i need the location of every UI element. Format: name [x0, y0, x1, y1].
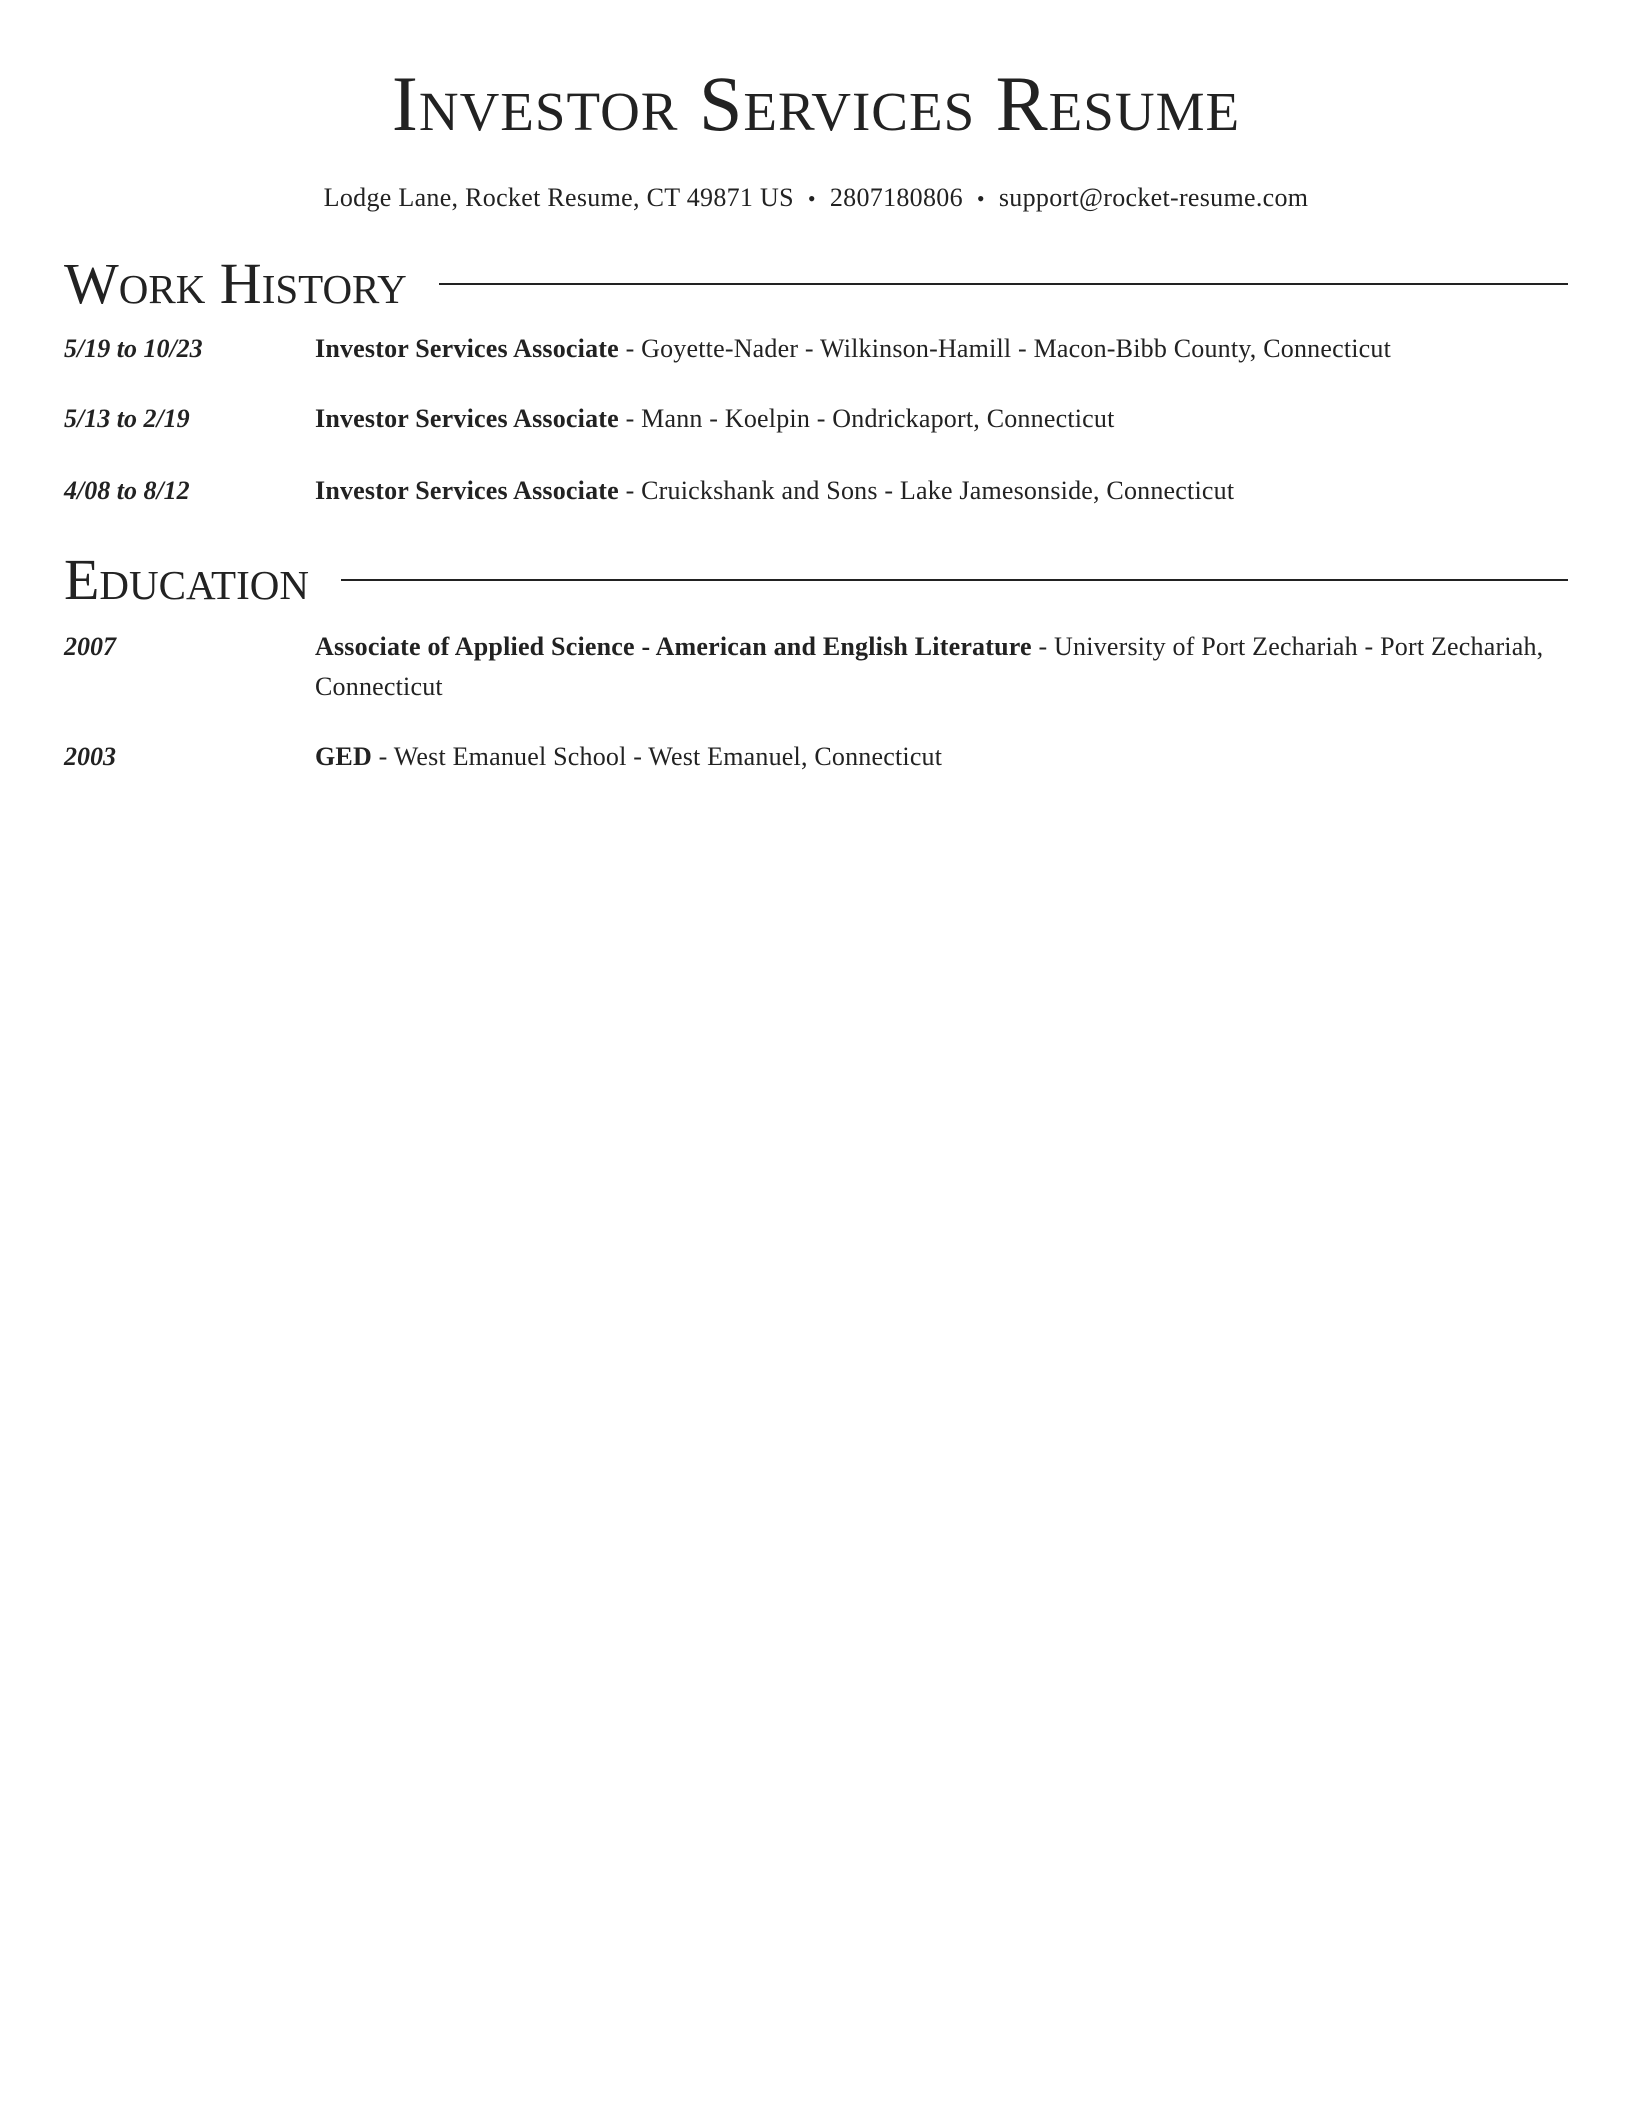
- section-header: [64, 249, 1568, 319]
- entry-role: Investor Services Associate: [315, 476, 619, 505]
- work-entry: [64, 471, 1568, 511]
- entry-details: - Mann - Koelpin - Ondrickaport, Connecticut: [618, 404, 1115, 433]
- entry-dates: 5/19 to 10/23: [64, 334, 203, 363]
- entry-dates: 4/08 to 8/12: [64, 476, 190, 505]
- entry-details: - University of Port Zechariah - Port Zechariah, Connecticut: [315, 632, 1544, 701]
- entry-dates: 2007: [64, 632, 116, 661]
- entry-role: Investor Services Associate: [315, 334, 619, 363]
- entry-degree: Associate of Applied Science - American and English Literature: [315, 632, 1032, 661]
- resume-title: Investor Services Resume: [391, 60, 1241, 147]
- work-history-list: [64, 329, 1568, 511]
- section-divider: [439, 283, 1568, 285]
- work-entry: [64, 399, 1568, 439]
- section-heading-education: Education: [64, 547, 309, 612]
- bullet-separator: •: [807, 186, 816, 211]
- contact-line: [64, 182, 1568, 215]
- education-entry: [64, 737, 1568, 777]
- contact-email: support@rocket-resume.com: [998, 183, 1309, 212]
- entry-body: [315, 329, 1568, 369]
- entry-body: [315, 737, 1568, 777]
- section-header: [64, 545, 1568, 615]
- work-entry: [64, 329, 1568, 369]
- education-entry: [64, 627, 1568, 707]
- contact-phone: 2807180806: [829, 183, 963, 212]
- entry-body: [315, 627, 1568, 707]
- entry-degree: GED: [315, 742, 372, 771]
- entry-details: - Goyette-Nader - Wilkinson-Hamill - Macon-Bibb County, Connecticut: [618, 334, 1392, 363]
- entry-role: Investor Services Associate: [315, 404, 619, 433]
- entry-body: [315, 471, 1568, 511]
- education-section: [64, 545, 1568, 777]
- entry-body: [315, 399, 1568, 439]
- section-heading-work-history: Work History: [64, 251, 407, 316]
- section-divider: [341, 579, 1568, 581]
- entry-details: - West Emanuel School - West Emanuel, Connecticut: [371, 742, 943, 771]
- bullet-separator: •: [976, 186, 985, 211]
- work-history-section: [64, 249, 1568, 511]
- entry-details: - Cruickshank and Sons - Lake Jamesonside, Connecticut: [618, 476, 1235, 505]
- contact-address: Lodge Lane, Rocket Resume, CT 49871 US: [323, 183, 794, 212]
- entry-dates: 5/13 to 2/19: [64, 404, 190, 433]
- education-list: [64, 627, 1568, 777]
- entry-dates: 2003: [64, 742, 116, 771]
